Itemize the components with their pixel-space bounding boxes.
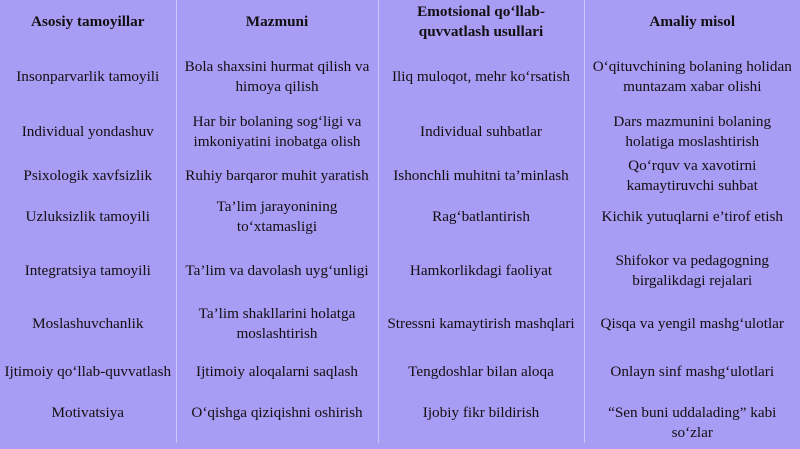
content-cell: Ta’lim va davolash uyg‘unligi <box>176 237 378 304</box>
method-cell: Tengdoshlar bilan aloqa <box>378 344 584 400</box>
example-cell: Qisqa va yengil mashg‘ulotlar <box>584 304 800 344</box>
example-cell: Qo‘rquv va xavotirni kamaytiruvchi suhbat <box>584 154 800 197</box>
content-cell: Ta’lim jarayonining to‘xtamasligi <box>176 197 378 237</box>
principle-cell: Uzluksizlik tamoyili <box>0 197 176 237</box>
example-cell: “Sen buni uddalading” kabi so‘zlar <box>584 400 800 443</box>
example-cell: Kichik yutuqlarni e’tirof etish <box>584 197 800 237</box>
example-cell: Dars mazmunini bolaning holatiga moslashtirish <box>584 110 800 154</box>
principle-cell: Individual yondashuv <box>0 110 176 154</box>
content-cell: Har bir bolaning sog‘ligi va imkoniyatini inobatga olish <box>176 110 378 154</box>
method-cell: Hamkorlikdagi faoliyat <box>378 237 584 304</box>
method-cell: Ijobiy fikr bildirish <box>378 400 584 443</box>
header-principles: Asosiy tamoyillar <box>0 0 176 44</box>
table-row <box>0 304 800 344</box>
principle-cell: Moslashuvchanlik <box>0 304 176 344</box>
method-cell: Rag‘batlantirish <box>378 197 584 237</box>
table-row <box>0 44 800 110</box>
content-cell: Ta’lim shakllarini holatga moslashtirish <box>176 304 378 344</box>
principle-cell: Ijtimoiy qo‘llab-quvvatlash <box>0 344 176 400</box>
example-cell: Shifokor va pedagogning birgalikdagi rejalari <box>584 237 800 304</box>
header-practical-example: Amaliy misol <box>584 0 800 44</box>
table-row <box>0 400 800 443</box>
content-cell: Ijtimoiy aloqalarni saqlash <box>176 344 378 400</box>
table-row <box>0 344 800 400</box>
content-cell: O‘qishga qiziqishni oshirish <box>176 400 378 443</box>
table-row <box>0 110 800 154</box>
table-header-row <box>0 0 800 44</box>
principle-cell: Insonparvarlik tamoyili <box>0 44 176 110</box>
example-cell: Onlayn sinf mashg‘ulotlari <box>584 344 800 400</box>
method-cell: Stressni kamaytirish mashqlari <box>378 304 584 344</box>
principle-cell: Motivatsiya <box>0 400 176 443</box>
example-cell: O‘qituvchining bolaning holidan muntazam xabar olishi <box>584 44 800 110</box>
header-support-methods: Emotsional qo‘llab-quvvatlash usullari <box>378 0 584 44</box>
header-content: Mazmuni <box>176 0 378 44</box>
content-cell: Ruhiy barqaror muhit yaratish <box>176 154 378 197</box>
content-cell: Bola shaxsini hurmat qilish va himoya qilish <box>176 44 378 110</box>
table-row <box>0 154 800 197</box>
method-cell: Individual suhbatlar <box>378 110 584 154</box>
table-row <box>0 197 800 237</box>
method-cell: Iliq muloqot, mehr ko‘rsatish <box>378 44 584 110</box>
table-row <box>0 237 800 304</box>
principle-cell: Psixologik xavfsizlik <box>0 154 176 197</box>
principle-cell: Integratsiya tamoyili <box>0 237 176 304</box>
method-cell: Ishonchli muhitni ta’minlash <box>378 154 584 197</box>
